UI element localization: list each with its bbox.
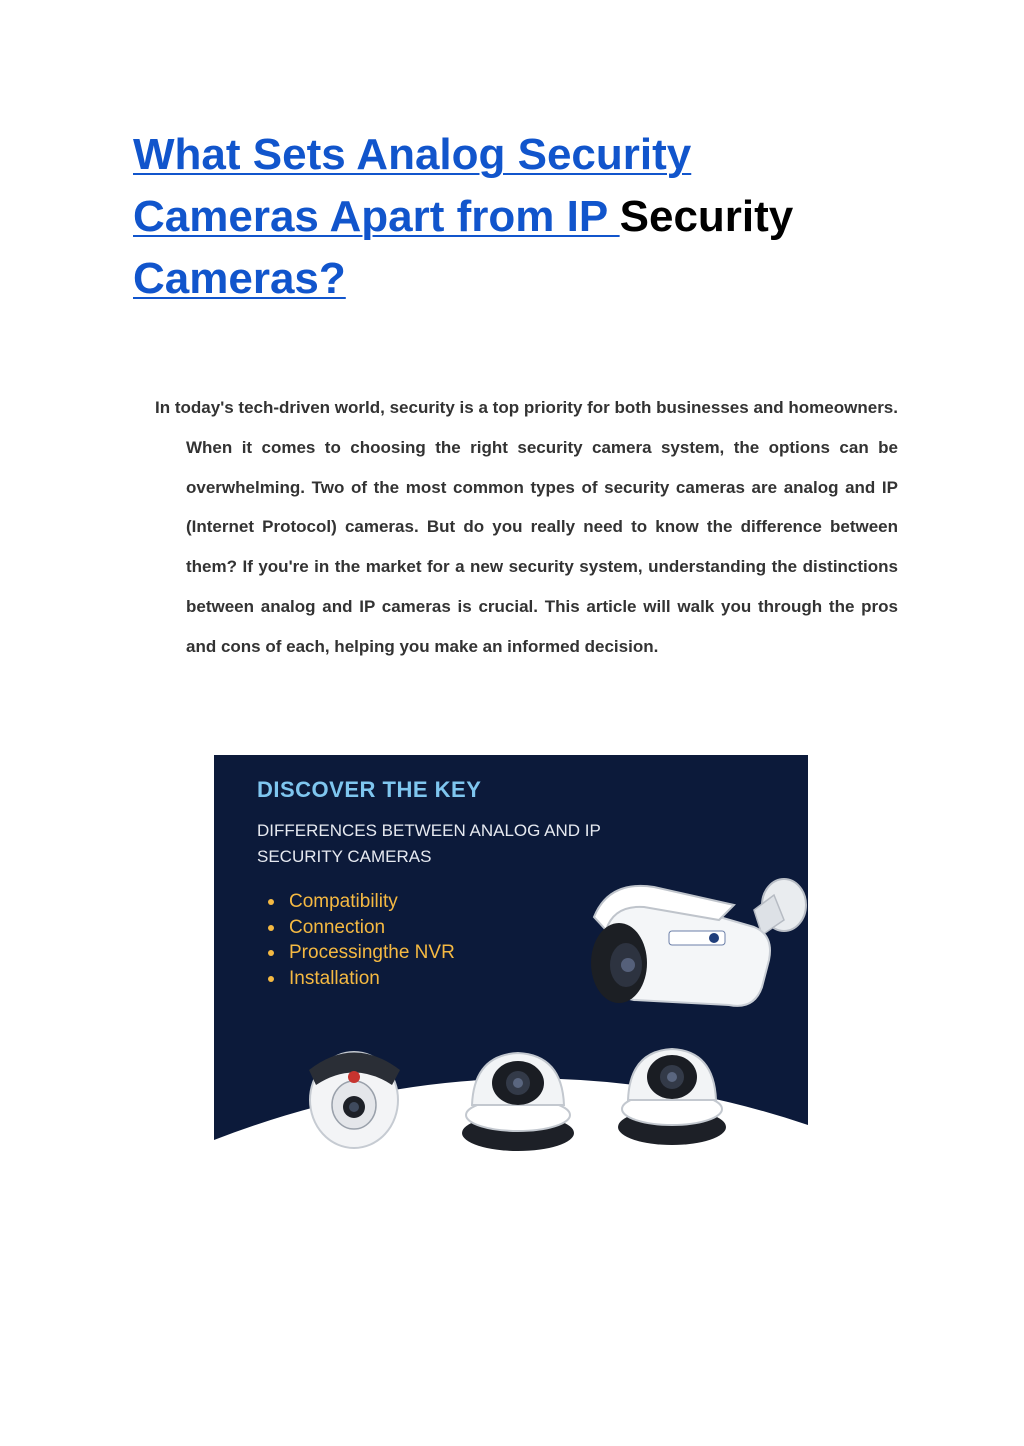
list-item-label: Installation xyxy=(289,967,380,989)
banner-subheading: DIFFERENCES BETWEEN ANALOG AND IP SECURITY CAMERAS xyxy=(257,821,601,866)
title-link[interactable] xyxy=(133,130,691,241)
list-item xyxy=(264,889,455,915)
dome-camera-icon xyxy=(309,1052,400,1148)
list-item xyxy=(264,966,455,992)
bullet-icon xyxy=(268,950,274,956)
bullet-icon xyxy=(268,925,274,931)
list-item xyxy=(264,915,455,941)
bullet-icon xyxy=(268,899,274,905)
dome-camera-icon xyxy=(462,1053,574,1151)
list-item-label: Processingthe NVR xyxy=(289,942,455,963)
list-item-label: Connection xyxy=(289,916,386,938)
bullet-icon xyxy=(268,976,274,982)
title-link-2[interactable] xyxy=(133,254,346,303)
list-item-label: Compatibility xyxy=(289,891,398,912)
banner-image xyxy=(214,755,808,1154)
intro-paragraph: In today's tech-driven world, security is a top priority for both businesses and homeowners. When it comes to choosing the right security camera system, the options can be overwhelming. Two of the most common types of security cameras are analog and IP (Internet Protocol) cameras. But do you really need to know the difference between them? If you're in the market for a new security system, understanding the distinctions between analog and IP cameras is crucial. This article will walk you through the pros and cons of each, helping you make an informed decision. xyxy=(155,398,898,656)
list-item xyxy=(264,940,455,966)
banner-list xyxy=(264,889,455,991)
title-plain-text: Security xyxy=(619,192,794,241)
banner-heading: DISCOVER THE KEY xyxy=(257,777,482,802)
title-link-text: What Sets Analog Security Cameras Apart from IP xyxy=(133,130,692,241)
article-title xyxy=(133,124,853,310)
title-link-text-2: Cameras? xyxy=(133,254,346,303)
dome-camera-icon xyxy=(618,1049,726,1145)
bullet-camera-icon xyxy=(591,879,806,1006)
